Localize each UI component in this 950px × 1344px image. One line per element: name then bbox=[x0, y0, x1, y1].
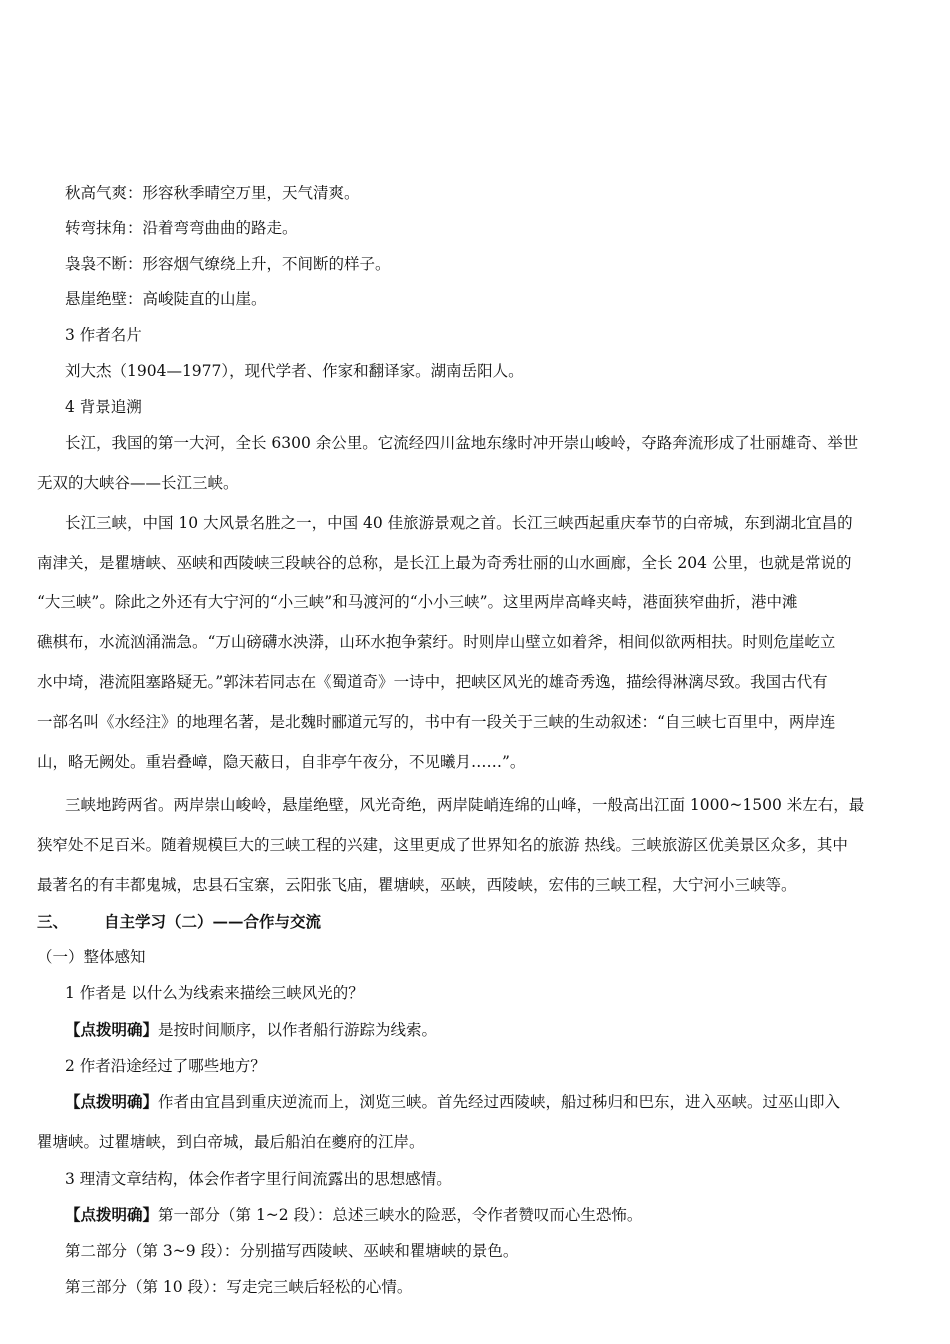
paragraph-line: 南津关，是瞿塘峡、巫峡和西陵峡三段峡谷的总称，是长江上最为奇秀壮丽的山水画廊，全长 204 公里，也就是常说的 bbox=[37, 554, 852, 572]
section-number: 三、 bbox=[37, 912, 69, 931]
section-title: 自主学习（二）——合作与交流 bbox=[104, 912, 322, 931]
question-3: 3 理清文章结构，体会作者字里行间流露出的思想感情。 bbox=[65, 1170, 452, 1188]
answer-text: 作者由宜昌到重庆逆流而上，浏览三峡。首先经过西陵峡，船过秭归和巴东，进入巫峡。过巫山即入 bbox=[158, 1093, 841, 1111]
answer-label: 【点拨明确】 bbox=[65, 1205, 159, 1224]
question-1: 1 作者是 以什么为线索来描绘三峡风光的？ bbox=[65, 984, 364, 1002]
section-author-card: 3 作者名片 bbox=[65, 326, 142, 344]
paragraph-line: 礁棋布，水流汹涌湍急。“万山磅礴水泱漭，山环水抱争萦纡。时则岸山壁立如着斧，相间似欲两相扶。时则危崖屹立 bbox=[37, 633, 836, 651]
paragraph-line: 最著名的有丰都鬼城，忠县石宝寨，云阳张飞庙，瞿塘峡，巫峡，西陵峡，宏伟的三峡工程，大宁河小三峡等。 bbox=[37, 876, 797, 894]
idiom-niaoniaobuduan: 袅袅不断：形容烟气缭绕上升，不间断的样子。 bbox=[65, 255, 391, 273]
paragraph-line: 长江，我国的第一大河，全长 6300 余公里。它流经四川盆地东缘时冲开崇山峻岭，夺路奔流形成了壮丽雄奇、举世 bbox=[65, 434, 859, 452]
paragraph-line: 一部名叫《水经注》的地理名著，是北魏时郦道元写的，书中有一段关于三峡的生动叙述：“自三峡七百里中，两岸连 bbox=[37, 713, 836, 731]
idiom-qiugaoqishuang: 秋高气爽：形容秋季晴空万里，天气清爽。 bbox=[65, 184, 360, 202]
paragraph-line: 无双的大峡谷——长江三峡。 bbox=[37, 474, 239, 492]
structure-part-2: 第二部分（第 3~9 段）：分别描写西陵峡、巫峡和瞿塘峡的景色。 bbox=[65, 1242, 519, 1260]
answer-text: 第一部分（第 1~2 段）：总述三峡水的险恶，令作者赞叹而心生恐怖。 bbox=[158, 1206, 643, 1224]
question-2: 2 作者沿途经过了哪些地方？ bbox=[65, 1057, 266, 1075]
answer-label: 【点拨明确】 bbox=[65, 1092, 159, 1111]
answer-text: 是按时间顺序，以作者船行游踪为线索。 bbox=[158, 1021, 438, 1039]
answer-1 bbox=[65, 1020, 437, 1040]
paragraph-line: 水中埼，港流阻塞路疑无。”郭沫若同志在《蜀道奇》一诗中，把峡区风光的雄奇秀逸，描绘得淋漓尽致。我国古代有 bbox=[37, 673, 828, 691]
section-background: 4 背景追溯 bbox=[65, 398, 142, 416]
paragraph-line: 山，略无阙处。重岩叠嶂，隐天蔽日，自非亭午夜分，不见曦月……”。 bbox=[37, 753, 526, 771]
idiom-zhuanwanmojiao: 转弯抹角：沿着弯弯曲曲的路走。 bbox=[65, 219, 298, 237]
subsection-title: （一）整体感知 bbox=[37, 948, 146, 966]
author-bio: 刘大杰（1904—1977），现代学者、作家和翻译家。湖南岳阳人。 bbox=[65, 362, 524, 380]
answer-2-continued: 瞿塘峡。过瞿塘峡，到白帝城，最后船泊在夔府的江岸。 bbox=[37, 1133, 425, 1151]
answer-label: 【点拨明确】 bbox=[65, 1020, 159, 1039]
paragraph-line: “大三峡”。除此之外还有大宁河的“小三峡”和马渡河的“小小三峡”。这里两岸高峰夹峙，港面狭窄曲折，港中滩 bbox=[37, 593, 798, 611]
answer-2 bbox=[65, 1092, 840, 1112]
answer-3 bbox=[65, 1205, 642, 1225]
paragraph-line: 三峡地跨两省。两岸崇山峻岭，悬崖绝壁，风光奇绝，两岸陡峭连绵的山峰，一般高出江面 1000~1500 米左右，最 bbox=[65, 796, 865, 814]
structure-part-3: 第三部分（第 10 段）：写走完三峡后轻松的心情。 bbox=[65, 1278, 413, 1296]
paragraph-line: 狭窄处不足百米。随着规模巨大的三峡工程的兴建，这里更成了世界知名的旅游 热线。三峡旅游区优美景区众多，其中 bbox=[37, 836, 848, 854]
paragraph-line: 长江三峡，中国 10 大风景名胜之一，中国 40 佳旅游景观之首。长江三峡西起重庆奉节的白帝城，东到湖北宜昌的 bbox=[65, 514, 853, 532]
idiom-xuanyajuebi: 悬崖绝壁：高峻陡直的山崖。 bbox=[65, 290, 267, 308]
